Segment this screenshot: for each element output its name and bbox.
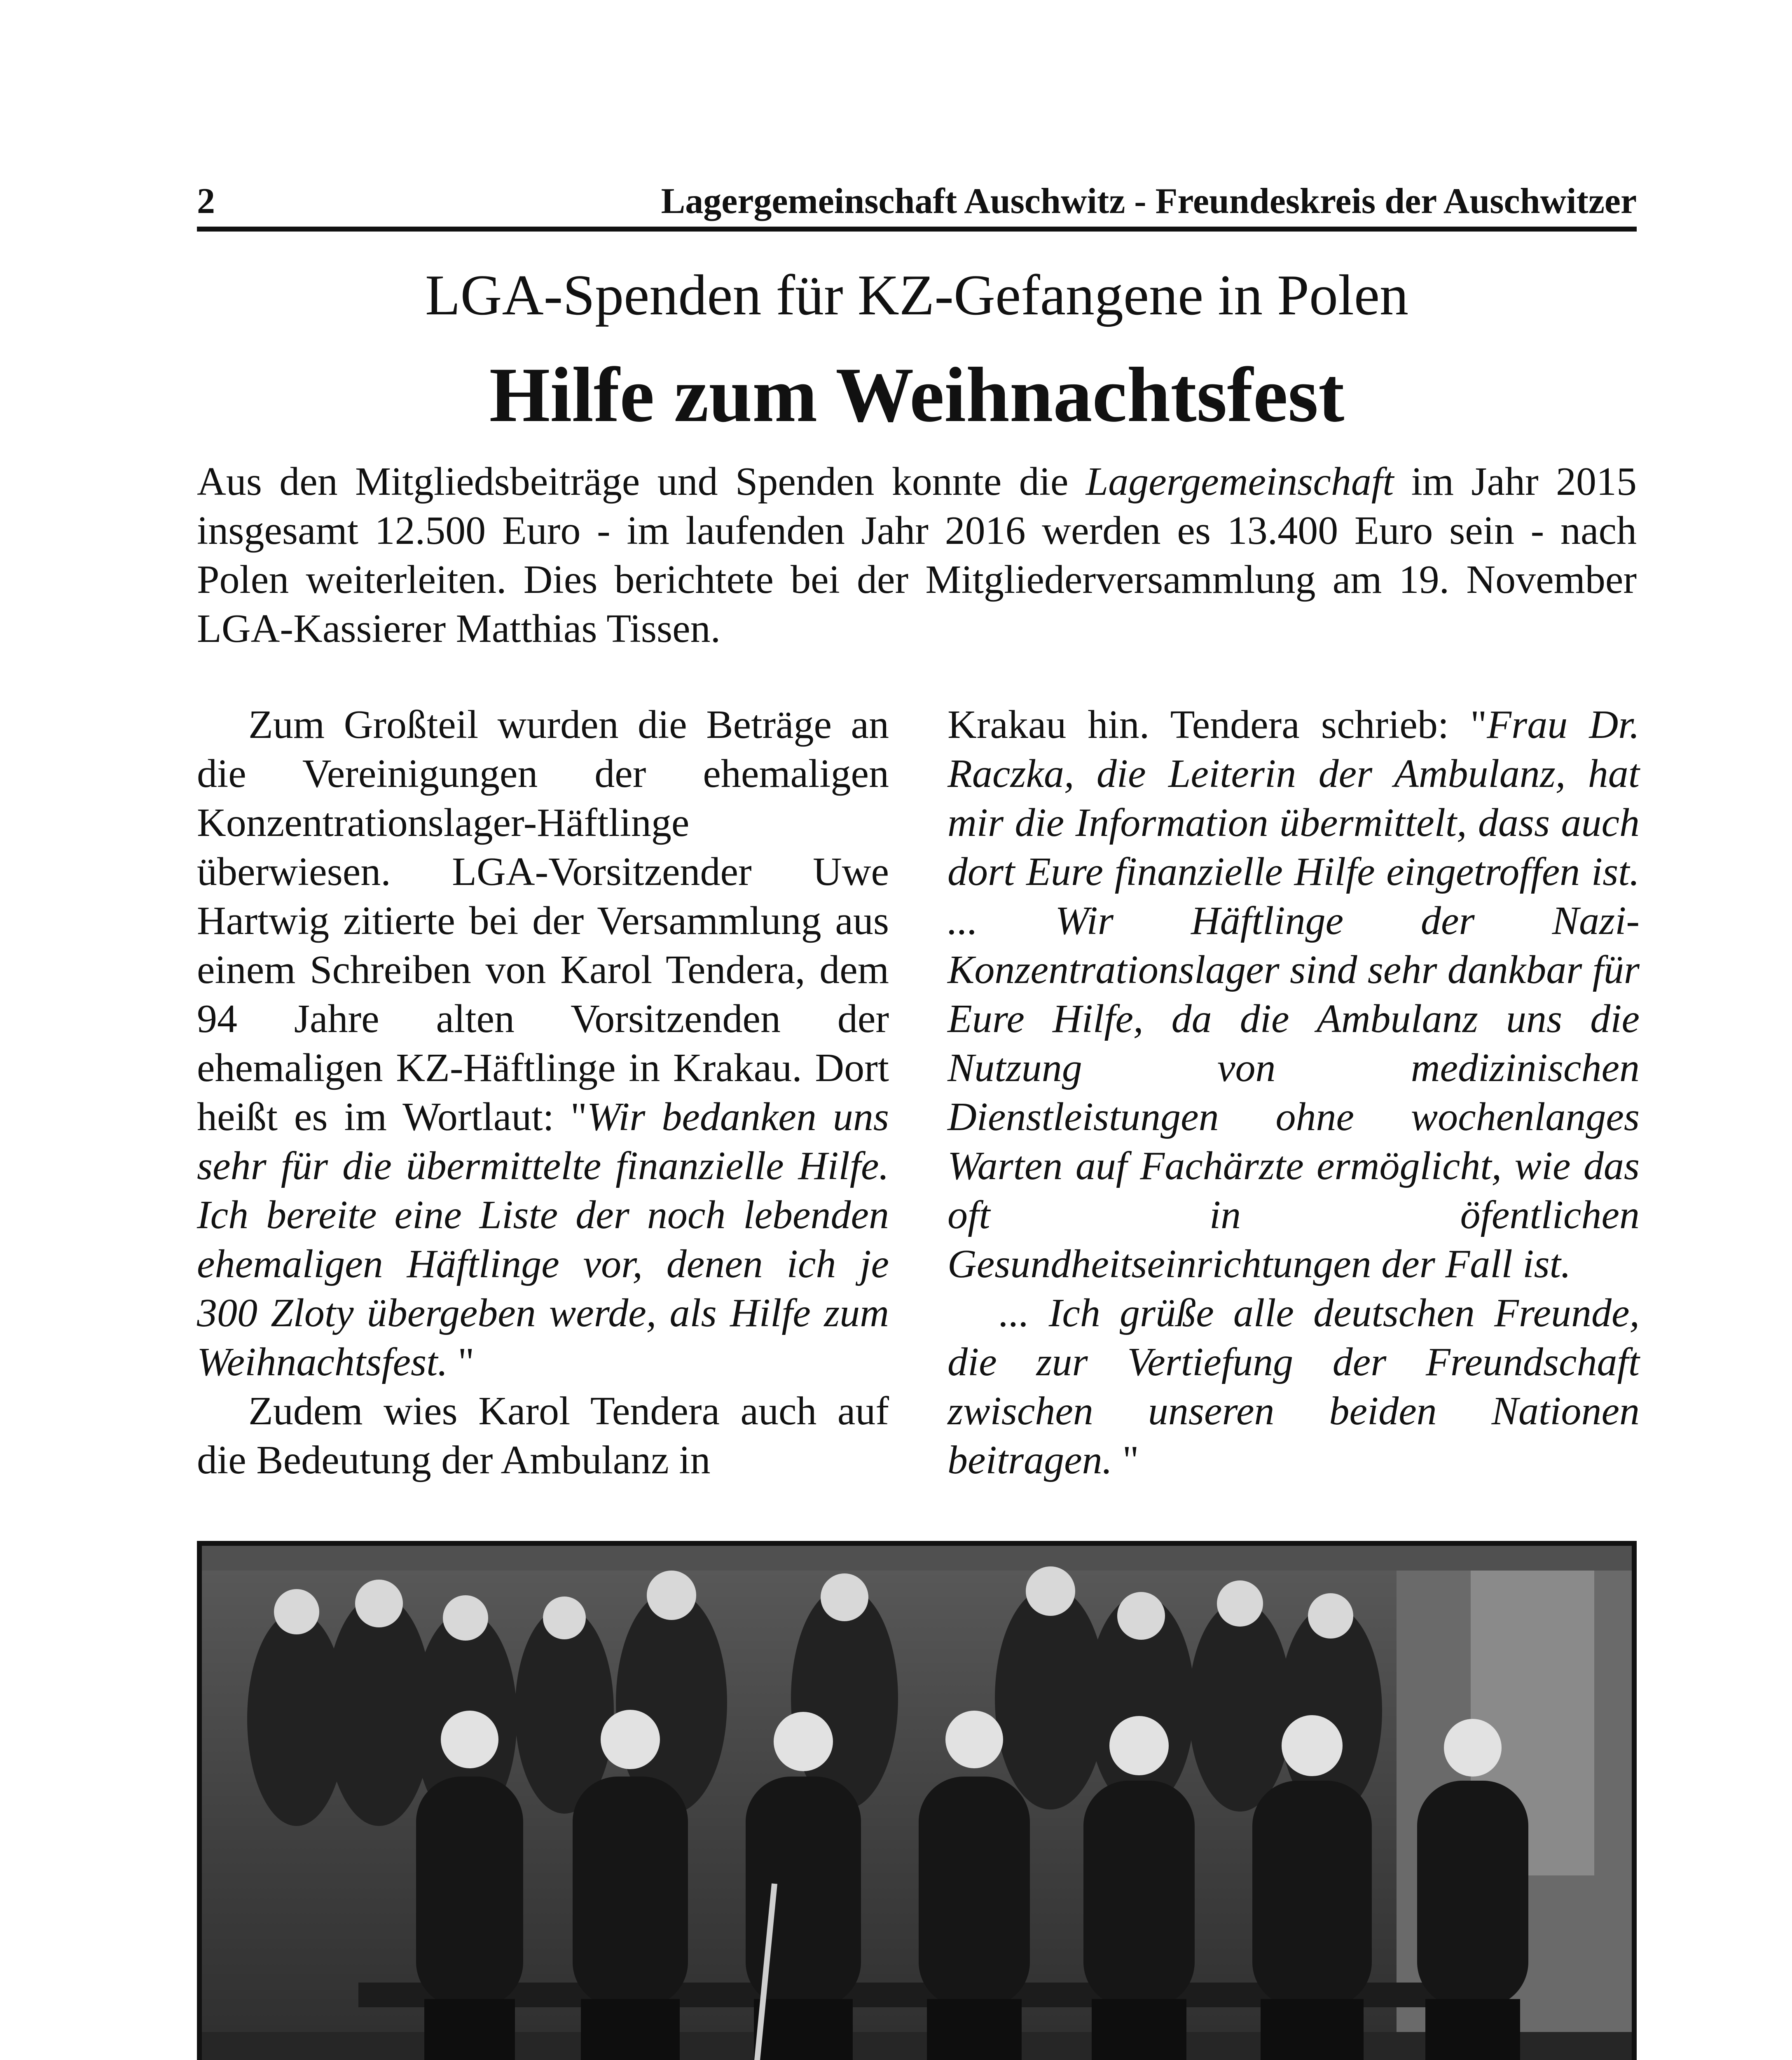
left-paragraph-1 — [197, 700, 889, 1387]
front-row-person — [919, 1777, 1030, 2007]
left-p1-close: " — [447, 1340, 475, 1384]
right-paragraph-2 — [947, 1289, 1640, 1485]
legs — [754, 1999, 853, 2060]
front-row-face — [945, 1711, 1003, 1768]
back-row-face — [647, 1571, 696, 1620]
right-p1-text: Krakau hin. Tendera schrieb: " — [947, 702, 1487, 747]
floor — [202, 2032, 1632, 2060]
legs — [424, 1999, 515, 2060]
back-row-face — [355, 1580, 403, 1627]
right-p2-close: " — [1112, 1438, 1139, 1482]
group-photo — [197, 1541, 1637, 2060]
article-headline: Hilfe zum Weihnachtsfest — [489, 352, 1345, 438]
front-row-face — [774, 1712, 833, 1771]
front-row-person — [1252, 1781, 1372, 2007]
front-row-face — [1282, 1715, 1343, 1776]
back-row-face — [543, 1596, 586, 1639]
article-column-right — [947, 700, 1640, 1485]
publication-title: Lagergemeinschaft Auschwitz - Freundeskreis der Auschwitzer — [661, 181, 1637, 221]
legs — [1425, 1999, 1520, 2060]
left-p1-quote: Wir bedanken uns sehr für die übermittelte finanzielle Hilfe. Ich bereite eine Liste der noch lebenden ehemaligen Häftlinge vor, denen ich je 300 Zloty übergeben werde, als Hilfe zum Weihnachtsfest. — [197, 1095, 889, 1384]
lead-text-end: im Jahr 2015 insgesamt 12.500 Euro - im laufenden Jahr 2016 werden es 13.400 Euro sein - nach Polen weiterleiten. Dies berichtete bei der Mitgliederversammlung am 19. November LGA-Kassierer Matthias Tissen. — [197, 459, 1637, 651]
lead-italic-term: Lagergemeinschaft — [1085, 459, 1394, 504]
front-row-face — [601, 1710, 660, 1769]
left-paragraph-2: Zudem wies Karol Tendera auch auf die Bedeutung der Ambulanz in — [197, 1389, 889, 1482]
article-column-left — [197, 700, 889, 1485]
page-header — [197, 173, 1637, 232]
front-row-face — [441, 1711, 498, 1768]
left-p1-text: Zum Großteil wurden die Beträge an die Vereinigungen der ehemaligen Konzentrationslager-Häftlinge überwiesen. LGA-Vorsitzender Uwe Hartwig zitierte bei der Versammlung aus einem Schreiben von Karol Tendera, dem 94 Jahre alten Vorsitzenden der ehemaligen KZ-Häftlinge in Krakau. Dort heißt es im Wortlaut: " — [197, 702, 889, 1139]
back-row-face — [1217, 1580, 1263, 1627]
back-row-face — [1117, 1592, 1165, 1640]
hall-beam — [202, 1546, 1632, 1571]
back-row-face — [274, 1589, 319, 1634]
lead-text-start: Aus den Mitgliedsbeiträge und Spenden konnte die — [197, 459, 1086, 504]
back-row-face — [443, 1595, 488, 1641]
front-row-person — [416, 1777, 523, 2007]
legs — [1261, 1999, 1364, 2060]
front-row-face — [1109, 1716, 1169, 1775]
page-number: 2 — [197, 181, 215, 221]
article-kicker: LGA-Spenden für KZ-Gefangene in Polen — [425, 263, 1409, 327]
right-paragraph-1 — [947, 700, 1640, 1289]
right-p1-quote: Frau Dr. Raczka, die Leiterin der Ambulanz, hat mir die Information übermittelt, dass auch dort Eure finanzielle Hilfe eingetroffen ist. ... Wir Häftlinge der Nazi-Konzentrationslager sind sehr dankbar für Eure Hilfe, da die Ambulanz uns die Nutzung von medizinischen Dienstleistungen ohne wochenlanges Warten auf Fachärzte ermöglicht, wie das oft in öfentlichen Gesundheitseinrichtungen der Fall ist. — [947, 702, 1640, 1286]
group-photo-icon — [202, 1546, 1632, 2060]
back-row-face — [1026, 1566, 1075, 1616]
front-row-face — [1444, 1719, 1502, 1777]
back-row-face — [821, 1573, 868, 1621]
legs — [927, 1999, 1022, 2060]
legs — [581, 1999, 680, 2060]
back-row-face — [1308, 1593, 1353, 1639]
article-lead — [197, 457, 1637, 653]
front-row-person — [1083, 1781, 1195, 2007]
back-row-person — [1188, 1601, 1291, 1812]
front-row-person — [1417, 1781, 1528, 2007]
legs — [1092, 1999, 1186, 2060]
front-row-person — [573, 1777, 688, 2007]
right-p2-quote: ... Ich grüße alle deutschen Freunde, die zur Vertiefung der Freundschaft zwischen unseren beiden Nationen beitragen. — [947, 1291, 1640, 1482]
